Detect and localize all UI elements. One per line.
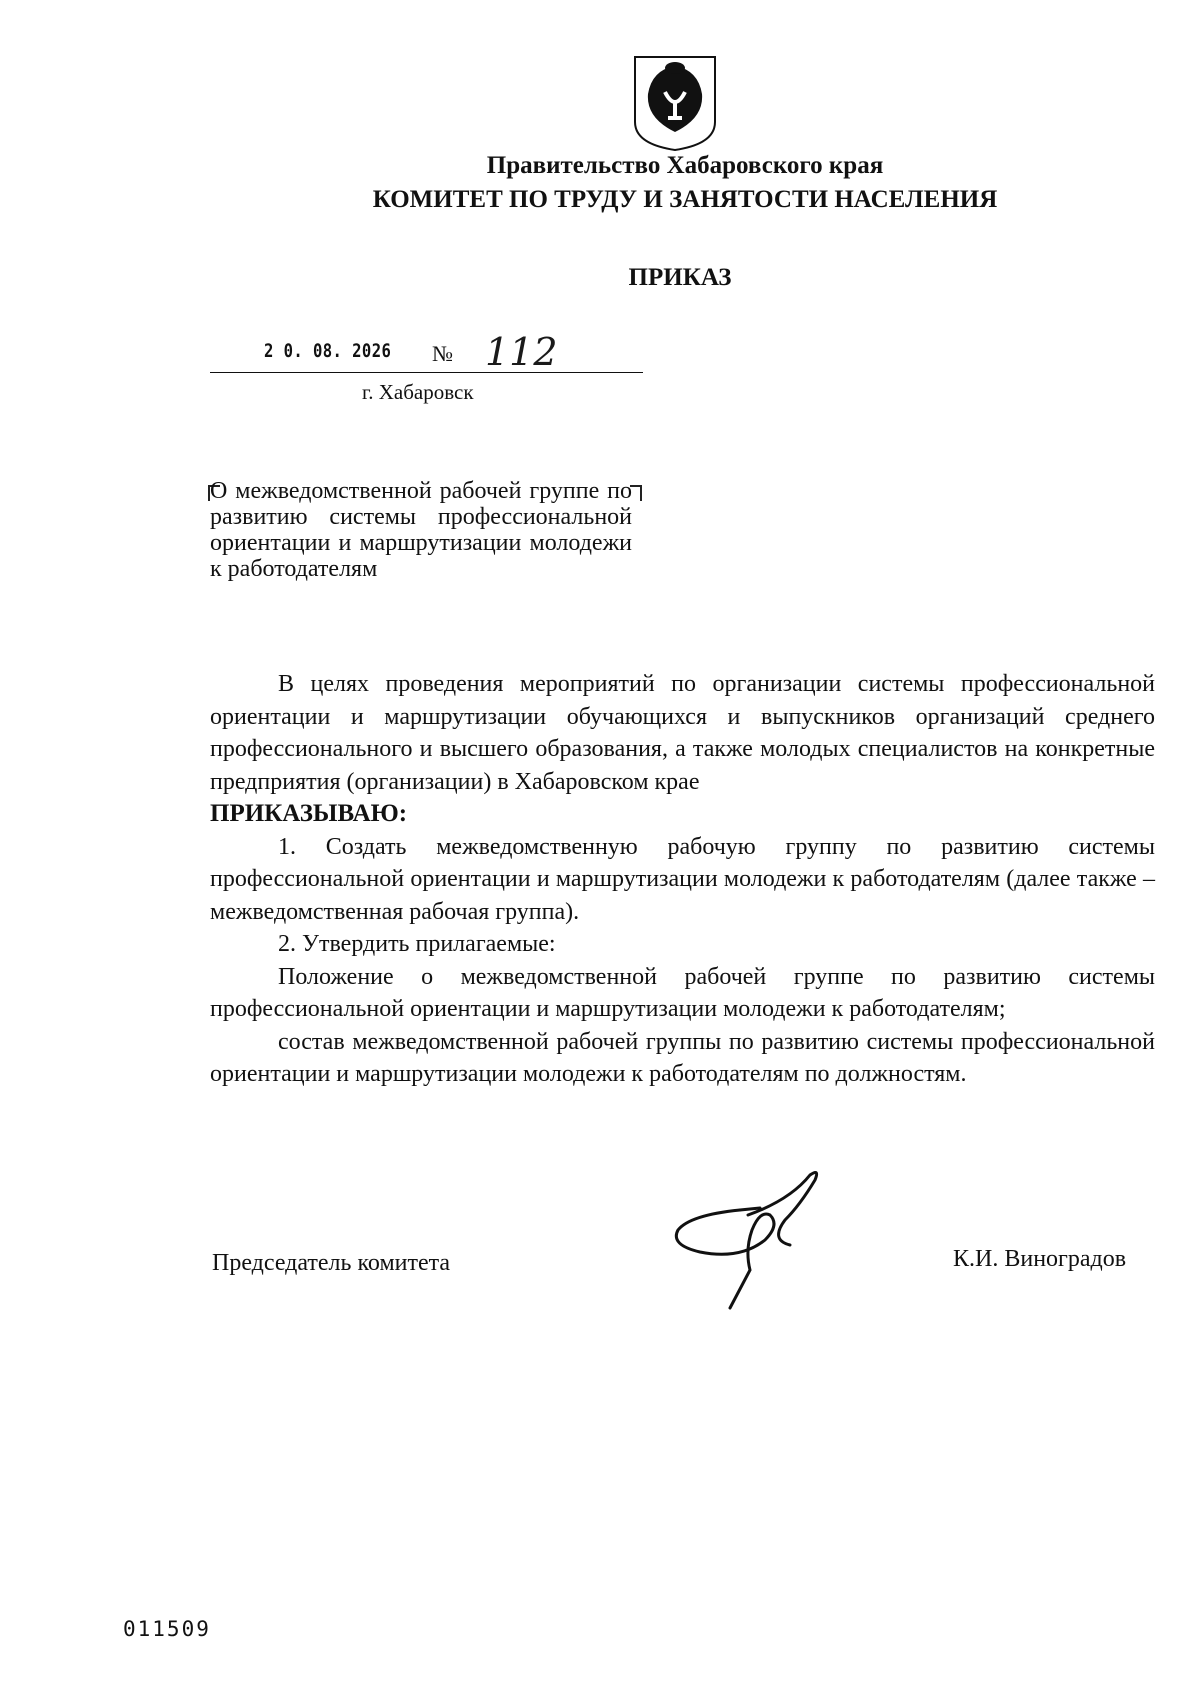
item-2: 2. Утвердить прилагаемые: — [278, 931, 556, 957]
organization-name: Правительство Хабаровского края — [486, 152, 884, 179]
city: г. Хабаровск — [362, 380, 474, 404]
document-body — [210, 668, 1155, 1091]
signature-icon — [670, 1170, 835, 1310]
document-number: 112 — [485, 330, 558, 374]
signatory-name: К.И. Виноградов — [953, 1246, 1127, 1272]
document-date: 2 0. 08. 2026 — [264, 340, 392, 362]
item-2a: Положение о межведомственной рабочей группе по развитию системы профессиональной ориентации и маршрутизации молодежи к работодателям; — [210, 963, 1155, 1022]
item-1: 1. Создать межведомственную рабочую группу по развитию системы профессиональной ориентации и маршрутизации молодежи к работодателям (далее также – межведомственная рабочая группа). — [210, 833, 1155, 925]
committee-name: КОМИТЕТ ПО ТРУДУ И ЗАНЯТОСТИ НАСЕЛЕНИЯ — [372, 186, 998, 213]
document-type: ПРИКАЗ — [628, 264, 732, 291]
registration-number: 011509 — [123, 1617, 211, 1641]
preamble: В целях проведения мероприятий по организации системы профессиональной ориентации и маршрутизации обучающихся и выпускников организаций среднего профессионального и высшего образования, а также молодых специалистов на конкретные предприятия (организации) в Хабаровском крае — [210, 671, 1155, 795]
item-2b: состав межведомственной рабочей группы по развитию системы профессиональной ориентации и маршрутизации молодежи к работодателям по должностям. — [210, 1028, 1155, 1087]
coat-of-arms-icon — [630, 52, 720, 152]
decree-word: ПРИКАЗЫВАЮ: — [210, 800, 408, 827]
document-subject: О межведомственной рабочей группе по развитию системы профессиональной ориентации и маршрутизации молодежи к работодателям — [210, 478, 632, 582]
signatory-title: Председатель комитета — [212, 1250, 451, 1276]
number-sign: № — [432, 341, 453, 366]
requisites-line — [210, 330, 643, 374]
